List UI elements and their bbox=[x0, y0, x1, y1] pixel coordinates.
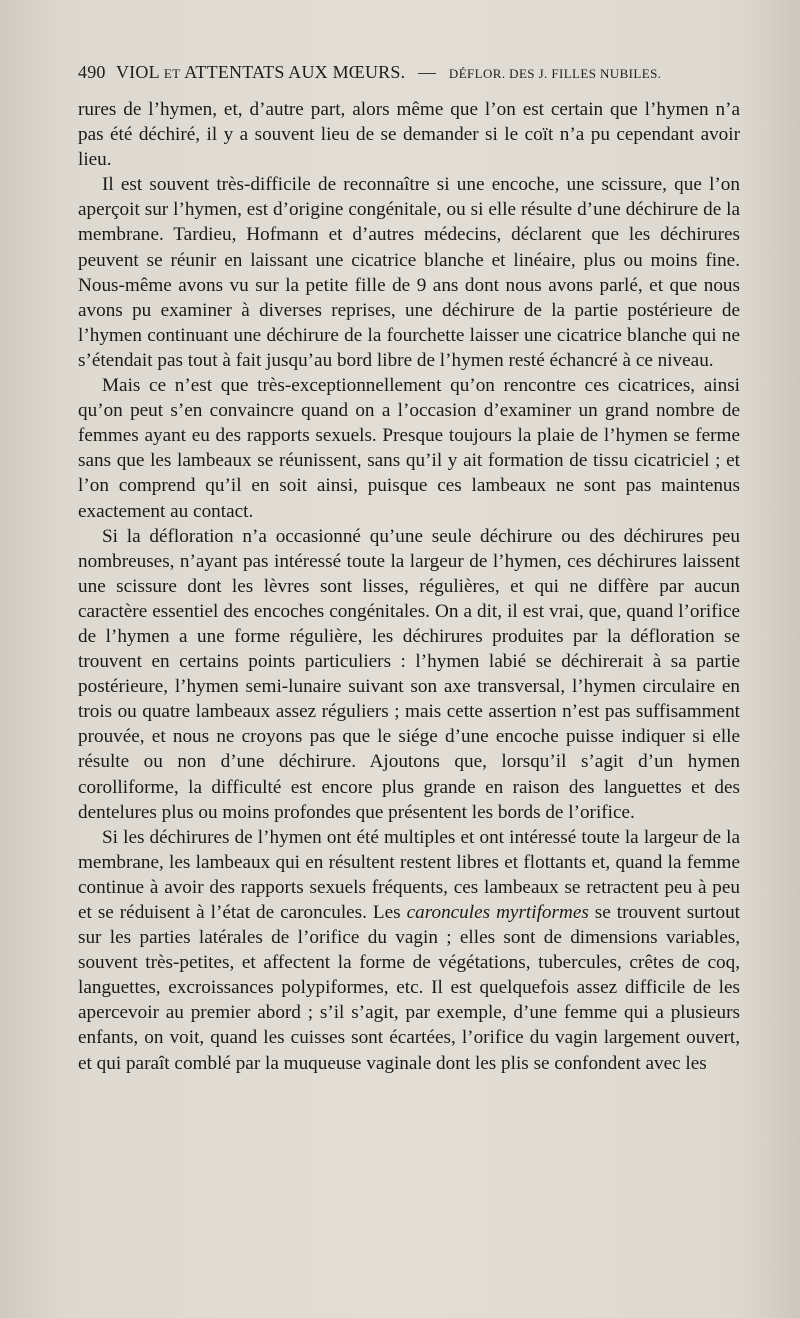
page-number: 490 bbox=[78, 62, 106, 82]
running-header bbox=[78, 62, 738, 83]
page-body bbox=[78, 97, 740, 1076]
paragraph-2: Il est souvent très-difficile de reconnaître si une encoche, une scissure, que l’on aperçoit sur l’hymen, est d’origine congénitale, ou si elle résulte d’une déchirure de la membrane. Tardieu, Hofmann et d’autres médecins, déclarent que les déchirures peuvent se réunir en laissant une cicatrice blanche et linéaire, plus ou moins fine. Nous-même avons vu sur la petite fille de 9 ans dont nous avons parlé, et que nous avons pu examiner à diverses reprises, une déchirure de la partie postérieure de l’hymen continuant une déchirure de la fourchette laisser une cicatrice blanche qui ne s’étendait pas tout à fait jusqu’au bord libre de l’hymen resté échancré à ce niveau. bbox=[78, 174, 740, 371]
header-title-part1: VIOL bbox=[115, 62, 160, 82]
header-dash: — bbox=[418, 62, 437, 82]
paragraph-1: rures de l’hymen, et, d’autre part, alors même que l’on est certain que l’hymen n’a pas été déchiré, il y a souvent lieu de se demander si le coït n’a pu cependant avoir lieu. bbox=[78, 99, 740, 171]
paragraph-5 bbox=[78, 825, 740, 1076]
header-title-et: ET bbox=[163, 66, 181, 81]
paragraph-5-italic-term: caroncules myrtiformes bbox=[406, 902, 589, 923]
header-title-part2: ATTENTATS AUX MŒURS. bbox=[184, 62, 406, 82]
header-section: DÉFLOR. DES J. FILLES NUBILES. bbox=[448, 66, 662, 81]
paragraph-3: Mais ce n’est que très-exceptionnellement qu’on rencontre ces cicatrices, ainsi qu’on peut s’en convaincre quand on a l’occasion d’examiner un grand nombre de femmes ayant eu des rapports sexuels. Presque toujours la plaie de l’hymen se ferme sans que les lambeaux se réunissent, sans qu’il y ait formation de tissu cicatriciel ; et l’on comprend qu’il en soit ainsi, puisque ces lambeaux ne sont pas maintenus exactement au contact. bbox=[78, 375, 740, 522]
paragraph-5-text-after: se trouvent surtout sur les parties latérales de l’orifice du vagin ; elles sont de dimensions variables, souvent très-petites, et affectent la forme de végétations, tubercules, crêtes de coq, languettes, excroissances polypiformes, etc. Il est quelquefois assez difficile de les apercevoir au premier abord ; s’il s’agit, par exemple, d’une femme qui a plusieurs enfants, on voit, quand les cuisses sont écartées, l’orifice du vagin largement ouvert, et qui paraît comblé par la muqueuse vaginale dont les plis se confondent avec les bbox=[78, 902, 740, 1074]
paragraph-5-text-before: Si les déchirures de l’hymen ont été multiples et ont intéressé toute la largeur de la membrane, les lambeaux qui en résultent restent libres et flottants et, quand la femme continue à avoir des rapports sexuels fréquents, ces lambeaux se retractent peu à peu et se réduisent à l’état de caroncules. Les bbox=[78, 826, 740, 923]
paragraph-4: Si la défloration n’a occasionné qu’une seule déchirure ou des déchirures peu nombreuses, n’ayant pas intéressé toute la largeur de l’hymen, ces déchirures laissent une scissure dont les lèvres sont lisses, régulières, et qui ne diffère par aucun caractère essentiel des encoches congénitales. On a dit, il est vrai, que, quand l’orifice de l’hymen a une forme régulière, les déchirures produites par la défloration se trouvent en certains points particuliers : l’hymen labié se déchirerait à sa partie postérieure, l’hymen semi-lunaire suivant son axe transversal, l’hymen circulaire en trois ou quatre lambeaux assez réguliers ; mais cette assertion n’est pas suffisamment prouvée, et nous ne croyons pas que le siége d’une encoche puisse indiquer si elle résulte ou non d’une déchirure. Ajoutons que, lorsqu’il s’agit d’un hymen corolliforme, la difficulté est encore plus grande en raison des languettes et des dentelures plus ou moins profondes que présentent les bords de l’orifice. bbox=[78, 525, 740, 823]
